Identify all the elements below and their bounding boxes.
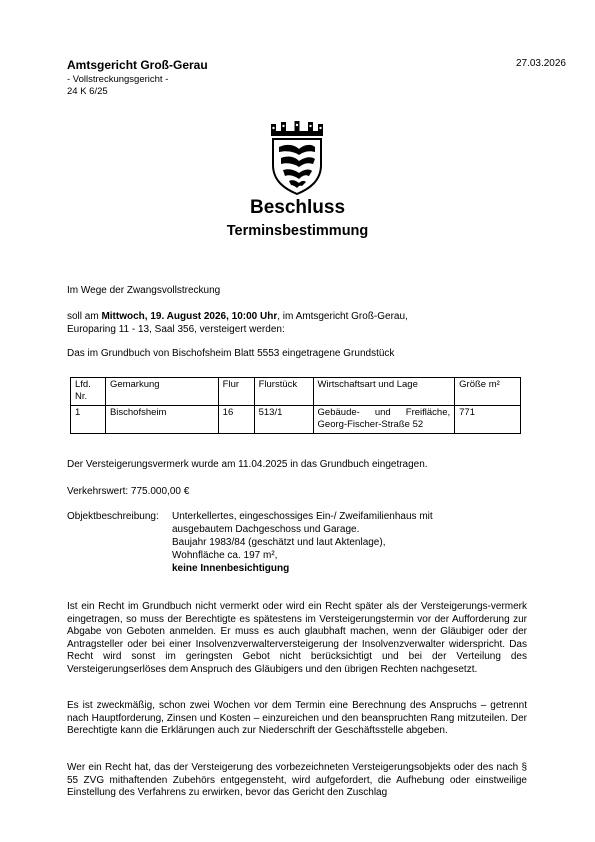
table-cell: Bischofsheim (105, 406, 218, 434)
document-title: Beschluss (249, 197, 346, 218)
table-header-row (71, 378, 521, 406)
table-cell: 771 (455, 406, 521, 434)
auction-date-time: Mittwoch, 19. August 2026, 10:00 Uhr (101, 311, 278, 322)
table-cell: 16 (218, 406, 254, 434)
court-department: - Vollstreckungsgericht - (67, 74, 169, 85)
paragraph-rights-notice: Ist ein Recht im Grundbuch nicht vermerkt oder wird ein Recht später als der Versteigerungs-vermerk eingetragen, so muss der Berechtigte es spätestens im Versteigerungstermin vor der Aufforderung zur Abgabe von Geboten anmelden. Er muss es auch glaubhaft machen, wenn der Gläubiger oder der Antragsteller oder bei einer Insolvenzverwalterversteigerung der Insolvenzverwalter widerspricht. Das Recht wird sonst im geringsten Gebot nicht berücksichtigt und bei der Verteilung des Versteigerungserlöses dem Anspruch des Gläubigers und den übrigen Rechten nachgesetzt. (67, 601, 527, 675)
auction-line (67, 310, 408, 324)
object-emphasis: keine Innenbesichtigung (172, 563, 290, 574)
table-row (71, 406, 521, 434)
hesse-coat-of-arms-icon (265, 121, 329, 195)
column-header: Gemarkung (105, 378, 218, 406)
auction-location: Europaring 11 - 13, Saal 356, versteigert werden: (67, 324, 285, 335)
document-date: 27.03.2026 (515, 58, 566, 69)
column-header: Flur (218, 378, 254, 406)
auction-prefix: soll am (67, 311, 102, 322)
table-cell: 513/1 (254, 406, 313, 434)
object-line: Baujahr 1983/84 (geschätzt und laut Aktenlage), (172, 537, 386, 548)
register-line: Das im Grundbuch von Bischofsheim Blatt 5553 eingetragene Grundstück (67, 348, 395, 359)
court-name: Amtsgericht Groß-Gerau (67, 58, 208, 72)
auction-suffix: , im Amtsgericht Groß-Gerau, (277, 311, 408, 322)
registration-note: Der Versteigerungsvermerk wurde am 11.04.2025 in das Grundbuch eingetragen. (67, 459, 428, 470)
paragraph-opposing-rights: Wer ein Recht hat, das der Versteigerung des vorbezeichneten Versteigerungsobjekts oder des nach § 55 ZVG mithaftenden Zubehörs entgegensteht, wird aufgefordert, die Aufhebung oder einstweilige Einstellung des Verfahrens zu erwirken, bevor das Gericht den Zuschlag (67, 762, 527, 798)
object-label: Objektbeschreibung: (67, 511, 159, 522)
file-number: 24 K 6/25 (67, 86, 108, 97)
object-line: Unterkellertes, eingeschossiges Ein-/ Zweifamilienhaus mit (172, 511, 433, 522)
intro-line: Im Wege der Zwangsvollstreckung (67, 285, 221, 296)
table-cell: Gebäude- und Freifläche, Georg-Fischer-Straße 52 (313, 406, 455, 434)
table-cell: 1 (71, 406, 106, 434)
column-header: Lfd. Nr. (71, 378, 106, 406)
column-header: Flurstück (254, 378, 313, 406)
object-line: ausgebautem Dachgeschoss und Garage. (172, 524, 360, 535)
column-header: Größe m² (455, 378, 521, 406)
object-line: Wohnfläche ca. 197 m², (172, 550, 278, 561)
market-value: Verkehrswert: 775.000,00 € (67, 486, 190, 497)
document-subtitle: Terminsbestimmung (226, 223, 369, 239)
paragraph-claim-calculation: Es ist zweckmäßig, schon zwei Wochen vor dem Termin eine Berechnung des Anspruchs – getrennt nach Hauptforderung, Zinsen und Kosten – einzureichen und den beanspruchten Rang mitzuteilen. Der Berechtigte kann die Erklärungen auch zur Niederschrift der Geschäftsstelle abgeben. (67, 700, 527, 736)
column-header: Wirtschaftsart und Lage (313, 378, 455, 406)
parcel-table (70, 377, 521, 434)
